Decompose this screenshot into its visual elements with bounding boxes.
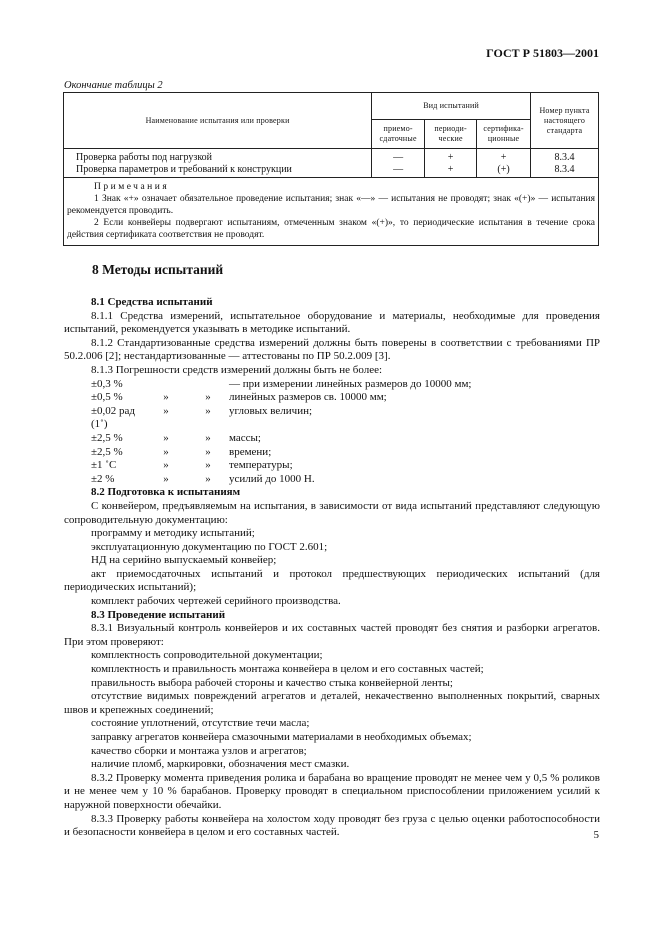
paragraph-8-1-2: 8.1.2 Стандартизованные средства измерений должны быть поверены в соответствии с требованиями ПР 50.2.006 [2]; нестандартизованные — аттестованы по ПР 50.2.009 [3].	[64, 336, 600, 363]
table-row: Проверка параметров и требований к конструкции — + (+) 8.3.4	[64, 164, 599, 178]
test-types-table	[63, 92, 599, 246]
tolerance-value: ±2,5 %	[91, 431, 123, 444]
paragraph-8-1-1: 8.1.1 Средства измерений, испытательное оборудование и материалы, необходимые для проведения испытаний, рекомендуется указывать в методике испытаний.	[64, 309, 600, 336]
tolerance-row	[64, 405, 600, 432]
paragraph-8-2: С конвейером, предъявляемым на испытания, в зависимости от вида испытаний представляют следующую сопроводительную документацию:	[64, 499, 600, 526]
tolerance-row	[64, 473, 600, 487]
documents-list	[64, 527, 600, 609]
tolerance-q2: »	[205, 431, 211, 444]
check-list-item: качество сборки и монтажа узлов и агрегатов;	[91, 744, 307, 757]
paragraph-8-3-3: 8.3.3 Проверку работы конвейера на холостом ходу проводят без груза с целью оценки работоспособности и безопасности конвейера в целом и его составных частей.	[64, 812, 600, 839]
tolerance-value: ±1 ˚С	[91, 459, 117, 472]
tolerance-q1: »	[163, 445, 169, 458]
tolerance-row	[64, 446, 600, 460]
tolerance-q1: »	[163, 431, 169, 444]
note-1: 1 Знак «+» означает обязательное проведение испытания; знак «—» — испытания не проводят; знак «(+)» — испытания рекомендуется проводить.	[67, 194, 595, 216]
subsection-8-1: 8.1 Средства испытаний	[91, 296, 213, 308]
tolerance-row	[64, 378, 600, 392]
check-list-item: правильность выбора рабочей стороны и качество стыка конвейерной ленты;	[91, 676, 453, 689]
document-list-item: эксплуатационную документацию по ГОСТ 2.601;	[91, 540, 328, 553]
standard-number-header: ГОСТ Р 51803—2001	[486, 46, 599, 60]
tolerance-value: ±0,5 %	[91, 391, 123, 404]
document-list-item: акт приемосдаточных испытаний и протокол предшествующих периодических испытаний (для периодических испытаний);	[64, 567, 600, 594]
check-list-item: отсутствие видимых повреждений агрегатов и деталей, некачественно выполненных покрытий, сварных швов и крепежных соединений;	[64, 690, 600, 716]
tolerance-q2: »	[205, 459, 211, 472]
tolerance-desc: усилий до 1000 Н.	[229, 472, 315, 485]
table-row: Проверка работы под нагрузкой — + + 8.3.4	[64, 149, 599, 165]
section-heading: 8 Методы испытаний	[92, 262, 224, 277]
tolerance-q2: »	[205, 391, 211, 404]
tolerance-value: ±0,02 рад (1˚)	[91, 404, 136, 431]
table-notes	[64, 178, 599, 246]
tolerance-q2	[187, 378, 229, 392]
note-2: 2 Если конвейеры подвергают испытаниям, отмеченным знаком «(+)», то периодические испытания в течение срока действия сертификата соответствия не проводят.	[67, 218, 595, 240]
subsection-8-2: 8.2 Подготовка к испытаниям	[91, 486, 241, 499]
tolerance-row	[64, 459, 600, 473]
check-list-item: наличие пломб, маркировки, обозначения мест смазки.	[91, 758, 350, 771]
tolerance-q1: »	[163, 404, 169, 417]
subsection-8-3: 8.3 Проведение испытаний	[91, 608, 226, 621]
check-list-item: комплектность сопроводительной документации;	[91, 649, 323, 662]
tolerance-q2: »	[205, 445, 211, 458]
header-clause-number: Номер пункта настоящего стандарта	[531, 93, 599, 149]
table-caption: Окончание таблицы 2	[64, 80, 163, 91]
tolerance-row	[64, 432, 600, 446]
tolerance-value: ±0,3 %	[91, 377, 123, 390]
tolerance-desc: массы;	[229, 431, 261, 444]
tolerance-desc: — при измерении линейных размеров до 10000 мм;	[229, 377, 472, 390]
header-test-kind: Вид испытаний	[372, 93, 531, 120]
tolerance-value: ±2 %	[91, 472, 115, 485]
paragraph-8-3-1: 8.3.1 Визуальный контроль конвейеров и их составных частей проводят без снятия и разборки агрегатов. При этом проверяют:	[64, 622, 600, 648]
header-periodic: периоди-ческие	[425, 120, 477, 149]
document-list-item: программу и методику испытаний;	[91, 527, 255, 540]
tolerance-row	[64, 391, 600, 405]
section-body	[64, 296, 600, 840]
paragraph-8-1-3: 8.1.3 Погрешности средств измерений должны быть не более:	[91, 363, 383, 376]
paragraph-8-3-2: 8.3.2 Проверку момента приведения ролика и барабана во вращение проводят не менее чем у 0,5 % роликов и не менее чем у 10 % барабанов. Проверку проводят в специальном приспособлении приложением усилий к наружной поверхности обечайки.	[64, 771, 600, 811]
tolerance-q1: »	[163, 391, 169, 404]
document-list-item: комплект рабочих чертежей серийного производства.	[91, 595, 341, 608]
header-test-name: Наименование испытания или проверки	[64, 93, 372, 149]
tolerance-desc: времени;	[229, 445, 272, 458]
check-list-item: заправку агрегатов конвейера смазочными материалами в необходимых объемах;	[91, 731, 472, 743]
tolerance-list	[64, 378, 600, 487]
checks-list	[64, 649, 600, 771]
tolerance-q1: »	[163, 459, 169, 472]
tolerance-q1	[145, 378, 187, 392]
header-certification: сертифика-ционные	[477, 120, 531, 149]
tolerance-desc: температуры;	[229, 459, 293, 472]
check-list-item: комплектность и правильность монтажа конвейера в целом и его составных частей;	[91, 663, 484, 676]
tolerance-desc: линейных размеров св. 10000 мм;	[229, 391, 387, 404]
check-list-item: состояние уплотнений, отсутствие течи масла;	[91, 717, 310, 730]
document-list-item: НД на серийно выпускаемый конвейер;	[91, 554, 277, 567]
tolerance-desc: угловых величин;	[229, 404, 313, 417]
tolerance-q2: »	[205, 472, 211, 485]
notes-title: Примечания	[94, 182, 170, 192]
header-acceptance: приемо-сдаточные	[372, 120, 425, 149]
page-number: 5	[593, 829, 599, 841]
tolerance-value: ±2,5 %	[91, 445, 123, 458]
tolerance-q2: »	[205, 404, 211, 417]
tolerance-q1: »	[163, 472, 169, 485]
